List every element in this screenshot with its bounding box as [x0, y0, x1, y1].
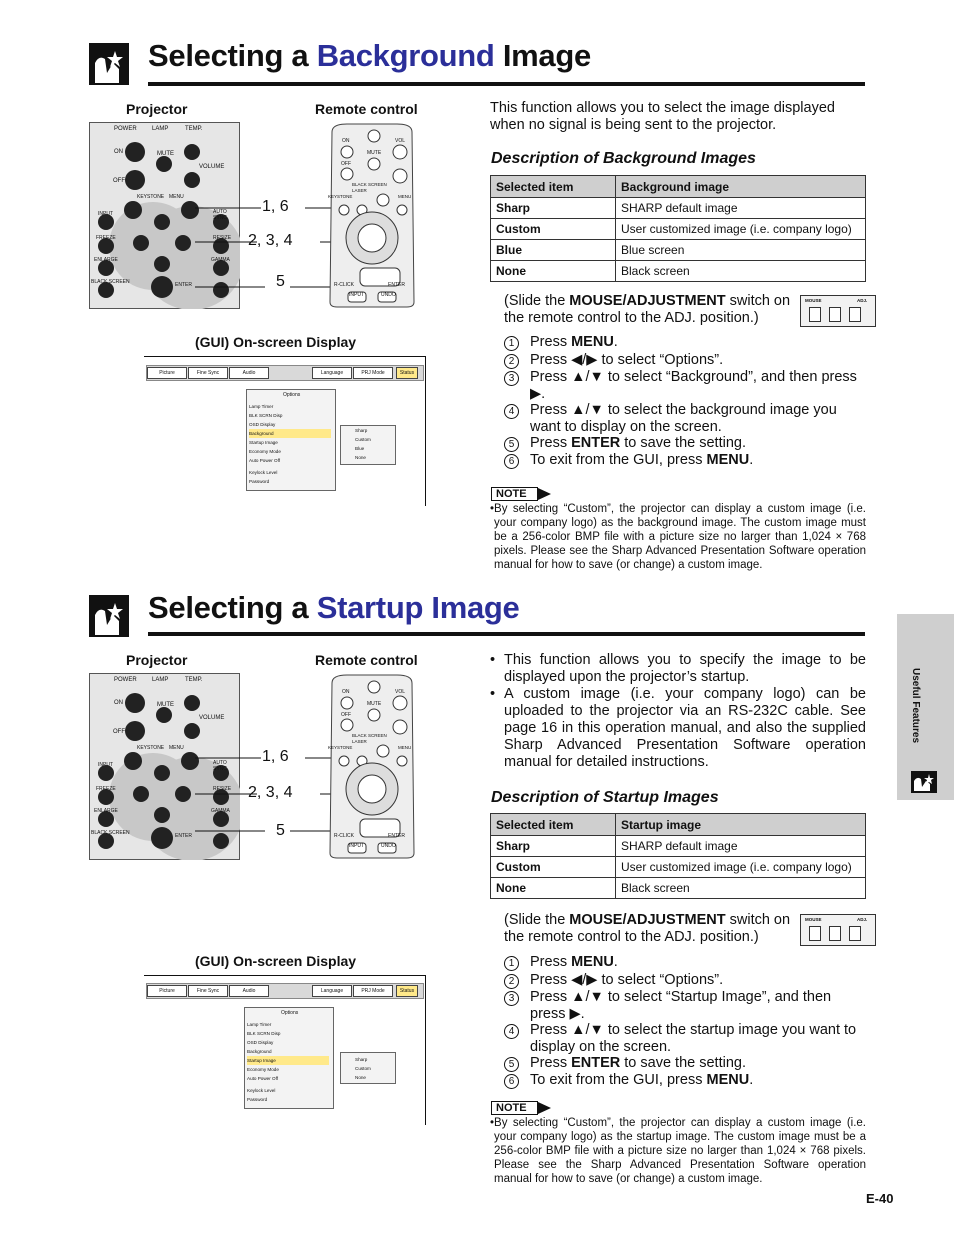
- off-label: OFF: [113, 729, 125, 735]
- section-icon: [89, 43, 129, 85]
- menu-item-startup-image[interactable]: Startup Image: [247, 1056, 329, 1065]
- adj-label: ADJ.: [857, 298, 868, 303]
- table-cell: SHARP default image: [616, 198, 866, 219]
- remote-vol-label: VOL: [395, 138, 406, 144]
- remote-label: Remote control: [315, 652, 418, 668]
- list-item: 3 Press ▲/▼ to select “Background”, and then press ▶.: [504, 369, 866, 402]
- menu-item-osd-display[interactable]: OSD Display: [249, 422, 276, 427]
- remote-input-label: INPUT: [349, 843, 364, 849]
- menu-label: MENU: [169, 194, 184, 200]
- note-badge: [491, 487, 551, 501]
- table-cell: Black screen: [616, 261, 866, 282]
- volume-label: VOLUME: [199, 715, 225, 721]
- table-cell: SHARP default image: [616, 836, 866, 857]
- list-item: A custom image (i.e. your company logo) can be uploaded to the projector via an RS-232C cable. See page 16 in this operation manual, and also the supplied Sharp Advanced Presentation Software operation manual for detailed instructions.: [504, 686, 866, 770]
- tab-fine-sync[interactable]: Fine Sync: [188, 985, 228, 997]
- table-header: Selected item: [491, 176, 616, 198]
- menu-item-startup-image[interactable]: Startup Image: [249, 440, 278, 445]
- list-item: 4 Press ▲/▼ to select the background image you want to display on the screen.: [504, 402, 866, 435]
- menu-item-keylock-level[interactable]: Keylock Level: [249, 470, 278, 475]
- auto-sync-label: AUTO SYNC: [213, 760, 227, 772]
- remote-on-label: ON: [342, 138, 350, 144]
- list-item: 1 Press MENU.: [504, 334, 866, 351]
- slide-instruction: (Slide the MOUSE/ADJUSTMENT switch on the remote control to the ADJ. position.): [504, 912, 791, 945]
- gui-screen: [144, 975, 426, 1125]
- list-item: 3 Press ▲/▼ to select “Startup Image”, and then press ▶.: [504, 989, 866, 1022]
- list-item: 1 Press MENU.: [504, 954, 866, 971]
- input-label: INPUT: [98, 211, 113, 217]
- tab-language[interactable]: Language: [312, 367, 352, 379]
- note-text: • By selecting “Custom”, the projector can display a custom image (i.e. your company logo) as the background image. The custom image must be a 256-color BMP file with a picture size no larger than 1,024 × 768 pixels. Please see the Sharp Advanced Presentation Software operation manual for how to save (or change) a custom image.: [490, 503, 866, 571]
- callout-2-3-4: 2, 3, 4: [248, 232, 293, 249]
- step-list: [504, 334, 866, 469]
- resize-label: RESIZE: [213, 235, 232, 241]
- menu-item-auto-power-off[interactable]: Auto Power Off: [247, 1076, 279, 1081]
- note-badge: [491, 1101, 551, 1115]
- list-item: This function allows you to specify the image to be displayed upon the projector’s startup.: [504, 652, 866, 685]
- options-menu: [246, 389, 336, 491]
- on-label: ON: [114, 149, 123, 155]
- table-cell: Black screen: [616, 878, 866, 899]
- remote-label: Remote control: [315, 101, 418, 117]
- lamp-label: LAMP: [152, 677, 169, 683]
- enter-label: ENTER: [175, 282, 192, 288]
- list-item: 5 Press ENTER to save the setting.: [504, 1055, 866, 1072]
- auto-sync-label: AUTO SYNC: [213, 209, 227, 221]
- menu-item-password[interactable]: Password: [249, 479, 270, 484]
- gui-label: (GUI) On-screen Display: [195, 334, 357, 350]
- submenu-item[interactable]: Sharp: [355, 1057, 368, 1062]
- gui-screen: [144, 356, 426, 506]
- table-cell: Sharp: [491, 198, 616, 219]
- tab-picture[interactable]: Picture: [147, 985, 187, 997]
- page-number: E-40: [866, 1191, 894, 1206]
- submenu-item[interactable]: Custom: [355, 437, 371, 442]
- remote-off-label: OFF: [341, 161, 351, 167]
- keystone-label: KEYSTONE: [137, 745, 165, 751]
- remote-menu-label: MENU: [398, 745, 412, 750]
- mute-label: MUTE: [157, 151, 174, 157]
- table-row: [491, 198, 866, 219]
- mouse-adjustment-switch: [800, 295, 876, 327]
- tab-status[interactable]: Status: [396, 985, 418, 997]
- remote-r-click-label: R-CLICK: [334, 282, 355, 288]
- callout-1-6: 1, 6: [262, 748, 289, 765]
- menu-item-blk-scrn-disp[interactable]: BLK SCRN Disp: [249, 413, 283, 418]
- menu-item-lamp-timer[interactable]: Lamp Timer: [247, 1022, 272, 1027]
- remote-black-screen-laser-label: BLACK SCREEN LASER: [352, 733, 387, 744]
- power-label: POWER: [114, 126, 137, 132]
- remote-input-label: INPUT: [349, 292, 364, 298]
- submenu: [340, 425, 396, 465]
- title-rule: [148, 632, 865, 636]
- remote-undo-label: UNDO: [381, 843, 396, 849]
- menu-item-lamp-timer[interactable]: Lamp Timer: [249, 404, 274, 409]
- mouse-adjustment-switch: [800, 914, 876, 946]
- enlarge-label: ENLARGE: [94, 808, 118, 814]
- gamma-label: GAMMA: [211, 257, 230, 263]
- table-cell: User customized image (i.e. company logo): [616, 219, 866, 240]
- remote-undo-label: UNDO: [381, 292, 396, 298]
- callout-5: 5: [276, 822, 285, 839]
- section-icon: [89, 595, 129, 637]
- submenu-item[interactable]: Blue: [355, 446, 365, 451]
- tab-prj-mode[interactable]: PRJ Mode: [353, 367, 393, 379]
- callout-1-6: 1, 6: [262, 198, 289, 215]
- section-title: Selecting a Startup Image: [148, 590, 520, 625]
- step-list: [504, 954, 866, 1089]
- remote-enter-label: ENTER: [388, 833, 405, 839]
- table-cell: Blue: [491, 240, 616, 261]
- submenu-item[interactable]: Custom: [355, 1066, 371, 1071]
- tab-audio[interactable]: Audio: [229, 985, 269, 997]
- side-tab-label: Useful Features: [910, 668, 921, 744]
- tab-fine-sync[interactable]: Fine Sync: [188, 367, 228, 379]
- tab-audio[interactable]: Audio: [229, 367, 269, 379]
- tab-picture[interactable]: Picture: [147, 367, 187, 379]
- submenu-item[interactable]: None: [355, 455, 366, 460]
- menu-item-keylock-level[interactable]: Keylock Level: [247, 1088, 276, 1093]
- slide-instruction: (Slide the MOUSE/ADJUSTMENT switch on the remote control to the ADJ. position.): [504, 293, 791, 326]
- adj-label: ADJ.: [857, 917, 868, 922]
- enter-label: ENTER: [175, 833, 192, 839]
- mute-label: MUTE: [157, 702, 174, 708]
- options-menu: [244, 1007, 334, 1109]
- menu-item-economy-mode[interactable]: Economy Mode: [249, 449, 281, 454]
- intro-bullets: • This function allows you to specify the image to be displayed upon the projector’s startup. • A custom image (i.e. your company logo) can be uploaded to the projector via an RS-232C cable. See page 16 in this operation manual, and also the supplied Sharp Advanced Presentation Software operation manual for detailed instructions.: [490, 652, 866, 770]
- table-header: Startup image: [616, 814, 866, 836]
- remote-vol-label: VOL: [395, 689, 406, 695]
- remote-keystone-label: KEYSTONE: [328, 745, 353, 750]
- remote-control: [322, 673, 422, 859]
- tab-prj-mode[interactable]: PRJ Mode: [353, 985, 393, 997]
- section-title: Selecting a Background Image: [148, 38, 591, 73]
- table-cell: Custom: [491, 219, 616, 240]
- list-item: 4 Press ▲/▼ to select the startup image you want to display on the screen.: [504, 1022, 866, 1055]
- input-label: INPUT: [98, 762, 113, 768]
- description-table: [490, 175, 866, 282]
- options-menu-title: Options: [283, 392, 301, 398]
- desc-title: Description of Startup Images: [491, 789, 719, 806]
- remote-menu-label: MENU: [398, 194, 412, 199]
- table-cell: Sharp: [491, 836, 616, 857]
- tab-language[interactable]: Language: [312, 985, 352, 997]
- list-item: 5 Press ENTER to save the setting.: [504, 435, 866, 452]
- remote-control: [322, 122, 422, 308]
- black-screen-label: BLACK SCREEN: [91, 830, 130, 836]
- title-rule: [148, 82, 865, 86]
- menu-item-password[interactable]: Password: [247, 1097, 268, 1102]
- projector-label: Projector: [126, 652, 188, 668]
- power-label: POWER: [114, 677, 137, 683]
- list-item: 6 To exit from the GUI, press MENU.: [504, 452, 866, 469]
- remote-mute-label: MUTE: [367, 150, 382, 156]
- submenu-item[interactable]: None: [355, 1075, 366, 1080]
- remote-r-click-label: R-CLICK: [334, 833, 355, 839]
- table-row: [491, 219, 866, 240]
- desc-title: Description of Background Images: [491, 150, 756, 167]
- gui-label: (GUI) On-screen Display: [195, 953, 357, 969]
- menu-label: MENU: [169, 745, 184, 751]
- gamma-label: GAMMA: [211, 808, 230, 814]
- table-row: [491, 261, 866, 282]
- table-row: [491, 240, 866, 261]
- remote-on-label: ON: [342, 689, 350, 695]
- intro-text: This function allows you to select the image displayed when no signal is being sent to the projector.: [490, 100, 835, 133]
- table-row: [491, 878, 866, 899]
- menu-item-background[interactable]: Background: [247, 1049, 272, 1054]
- on-label: ON: [114, 700, 123, 706]
- table-cell: None: [491, 261, 616, 282]
- table-header: Selected item: [491, 814, 616, 836]
- submenu: [340, 1052, 396, 1084]
- menu-item-economy-mode[interactable]: Economy Mode: [247, 1067, 279, 1072]
- freeze-label: FREEZE: [96, 235, 116, 241]
- projector-label: Projector: [126, 101, 188, 117]
- table-header: Background image: [616, 176, 866, 198]
- options-menu-title: Options: [281, 1010, 299, 1016]
- note-text: • By selecting “Custom”, the projector can display a custom image (i.e. your company logo) as the startup image. The custom image must be a 256-color BMP file with a picture size no larger than 1,024 × 768 pixels. Please see the Sharp Advanced Presentation Software operation manual for how to save (or change) a custom image.: [490, 1117, 866, 1185]
- table-cell: None: [491, 878, 616, 899]
- table-row: [491, 857, 866, 878]
- remote-keystone-label: KEYSTONE: [328, 194, 353, 199]
- volume-label: VOLUME: [199, 164, 225, 170]
- list-item: 2 Press ◀/▶ to select “Options”.: [504, 352, 866, 369]
- menu-item-auto-power-off[interactable]: Auto Power Off: [249, 458, 281, 463]
- remote-black-screen-laser-label: BLACK SCREEN LASER: [352, 182, 387, 193]
- remote-off-label: OFF: [341, 712, 351, 718]
- menu-item-blk-scrn-disp[interactable]: BLK SCRN Disp: [247, 1031, 281, 1036]
- off-label: OFF: [113, 178, 125, 184]
- lamp-label: LAMP: [152, 126, 169, 132]
- list-item: 2 Press ◀/▶ to select “Options”.: [504, 972, 866, 989]
- remote-enter-label: ENTER: [388, 282, 405, 288]
- side-tab-icon: [911, 771, 937, 793]
- submenu-item[interactable]: Sharp: [355, 428, 368, 433]
- mouse-label: MOUSE: [805, 917, 822, 922]
- table-cell: User customized image (i.e. company logo): [616, 857, 866, 878]
- callout-5: 5: [276, 273, 285, 290]
- freeze-label: FREEZE: [96, 786, 116, 792]
- callout-2-3-4: 2, 3, 4: [248, 784, 293, 801]
- table-row: [491, 836, 866, 857]
- keystone-label: KEYSTONE: [137, 194, 165, 200]
- remote-mute-label: MUTE: [367, 701, 382, 707]
- black-screen-label: BLACK SCREEN: [91, 279, 130, 285]
- menu-item-osd-display[interactable]: OSD Display: [247, 1040, 274, 1045]
- menu-item-background[interactable]: Background: [249, 429, 331, 438]
- note-label: NOTE: [496, 1102, 527, 1114]
- description-table: [490, 813, 866, 899]
- mouse-label: MOUSE: [805, 298, 822, 303]
- resize-label: RESIZE: [213, 786, 232, 792]
- table-cell: Custom: [491, 857, 616, 878]
- temp-label: TEMP.: [185, 126, 203, 132]
- list-item: 6 To exit from the GUI, press MENU.: [504, 1072, 866, 1089]
- enlarge-label: ENLARGE: [94, 257, 118, 263]
- tab-status[interactable]: Status: [396, 367, 418, 379]
- temp-label: TEMP.: [185, 677, 203, 683]
- note-label: NOTE: [496, 488, 527, 500]
- table-cell: Blue screen: [616, 240, 866, 261]
